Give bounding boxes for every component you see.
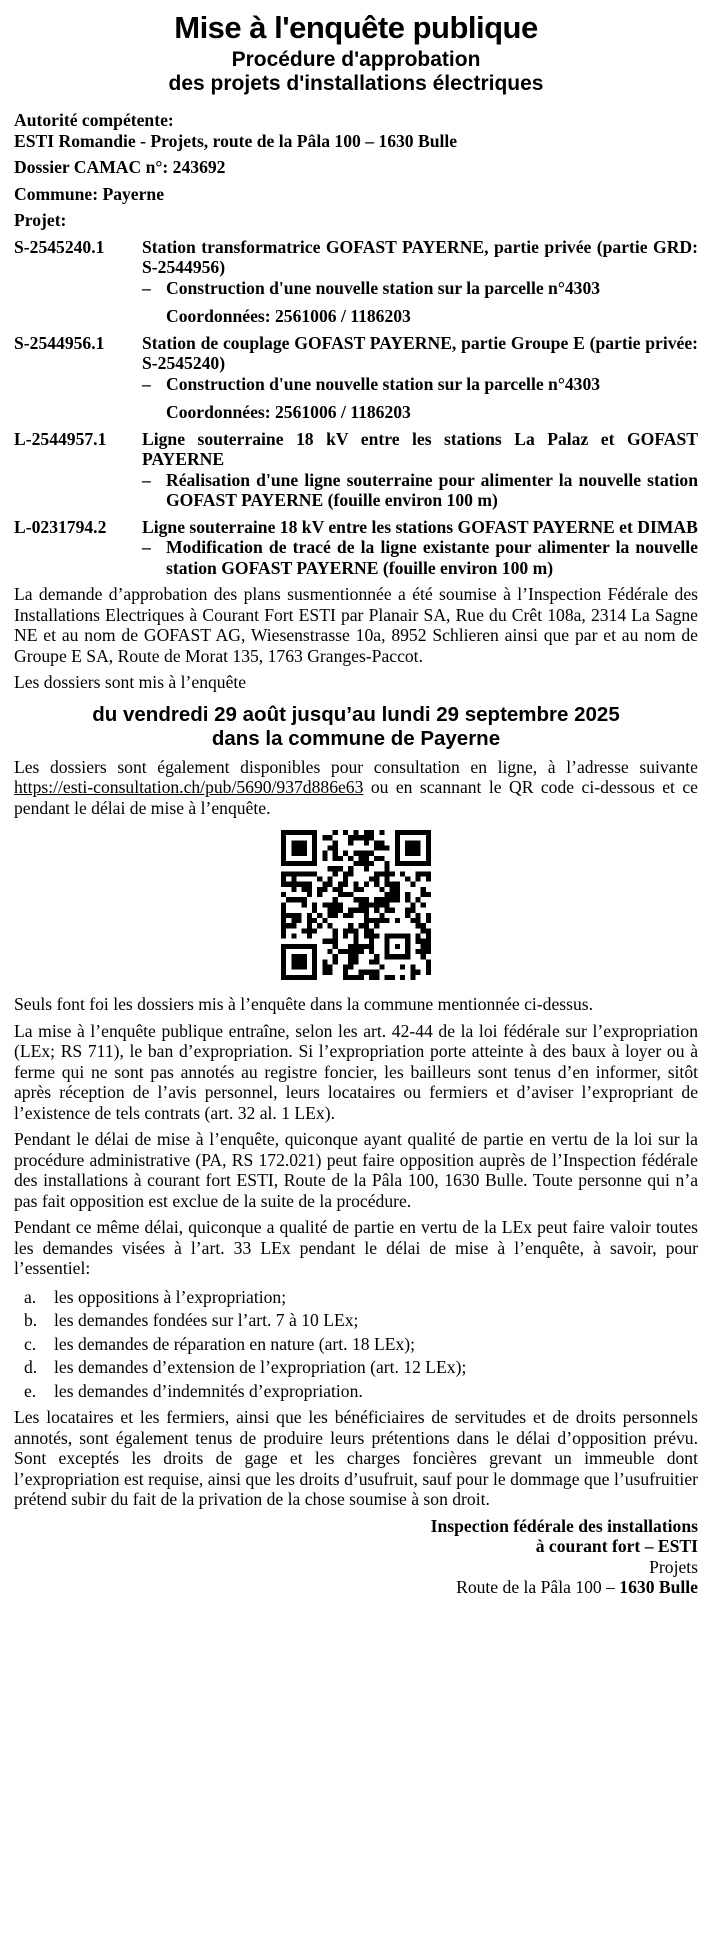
project-description: Réalisation d'une ligne souterraine pour alimenter la nouvelle station GOFAST PAYERNE (fouille environ 100 m) (166, 469, 698, 510)
list-text: les demandes d’extension de l’expropriation (art. 12 LEx); (54, 1357, 467, 1377)
project-code: L-2544957.1 (14, 428, 107, 449)
project-entry (14, 429, 698, 511)
project-coordinates: Coordonnées: 2561006 / 1186203 (166, 402, 411, 422)
paragraph-lex: Pendant ce même délai, quiconque a qualité de partie en vertu de la LEx peut faire valoir toutes les demandes visées à l’art. 33 LEx pendant le délai de mise à l’enquête, à savoir, pour l’essentiel: (14, 1217, 698, 1278)
paragraph-opposition: Pendant le délai de mise à l’enquête, quiconque ayant qualité de partie en vertu de la loi sur la procédure administrative (PA, RS 172.021) peut faire opposition auprès de l’Inspection fédérale des installations à courant fort ESTI, Route de la Pâla 100, 1630 Bulle. Toute personne qui n’a pas fait opposition est exclue de la suite de la procédure. (14, 1129, 698, 1211)
meta-block (14, 110, 698, 231)
online-text-before: Les dossiers sont également disponibles pour consultation en ligne, à l’adresse suivante (14, 756, 698, 777)
list-item (14, 1381, 698, 1402)
list-item (14, 1310, 698, 1331)
list-letter: b. (24, 1310, 38, 1330)
project-description: Construction d'une nouvelle station sur la parcelle n°4303 (166, 277, 601, 298)
period-commune: dans la commune de Payerne (211, 726, 501, 750)
signature-org: Inspection fédérale des installations (430, 1515, 698, 1536)
project-entry (14, 237, 698, 327)
projet-label: Projet: (14, 210, 67, 230)
enquete-period (14, 703, 698, 751)
list-item (14, 1334, 698, 1355)
paragraph-locataires: Les locataires et les fermiers, ainsi que les bénéficiaires de servitudes et de droits personnels annotés, sont également tenus de produire leurs prétentions dans le délai d’opposition prévu. Sont exceptés les droits de gage et les charges foncières grevant un immeuble dont l’expropriation est requise, ainsi que les droits d’usufruit, sauf pour le dommage que l’usufruitier prétend subir du fait de la privation de la chose soumise à son droit. (14, 1407, 698, 1509)
list-text: les demandes d’indemnités d’expropriation. (54, 1380, 363, 1401)
notice-page (14, 10, 698, 1598)
project-title: Ligne souterraine 18 kV entre les stations GOFAST PAYERNE et DIMAB (142, 516, 698, 537)
list-letter: c. (24, 1333, 37, 1354)
signature-dept: Projets (649, 1556, 698, 1577)
paragraph-demande: La demande d’approbation des plans susmentionnée a été soumise à l’Inspection Fédérale des Installations Electriques à Courant Fort ESTI par Planair SA, Rue du Crêt 108a, 2314 La Sagne NE et au nom de GOFAST AG, Wiesenstrasse 10a, 8952 Schlieren ainsi que par et au nom de Groupe E SA, Route de Morat 135, 1763 Granges-Paccot. (14, 584, 698, 666)
list-item (14, 1287, 698, 1308)
demands-list (14, 1287, 698, 1402)
subtitle-line-1: Procédure d'approbation (231, 48, 481, 71)
project-entry (14, 333, 698, 423)
page-title: Mise à l'enquête publique (174, 10, 538, 45)
paragraph-ban: La mise à l’enquête publique entraîne, selon les art. 42-44 de la loi fédérale sur l’expropriation (LEx; RS 711), le ban d’expropriation. Si l’expropriation porte atteinte à des baux à loyer ou à ferme qui ne sont pas annotés au registre foncier, les bailleurs sont tenus d’en informer, sitôt après réception de l’avis personnel, leurs locataires ou fermiers et d’aviser l’expropriant de l’existence de tels contrats (art. 32 al. 1 LEx). (14, 1020, 698, 1123)
qr-code-icon[interactable] (281, 830, 431, 980)
list-text: les oppositions à l’expropriation; (54, 1286, 287, 1307)
paragraph-foi: Seuls font foi les dossiers mis à l’enquête dans la commune mentionnée ci-dessus. (14, 994, 594, 1014)
period-dates: du vendredi 29 août jusqu’au lundi 29 septembre 2025 (92, 702, 620, 726)
dash-marker: – (142, 469, 151, 490)
paragraph-dossiers: Les dossiers sont mis à l’enquête (14, 672, 247, 692)
address-street: Route de la Pâla 100 – (456, 1577, 620, 1597)
authority-value: ESTI Romandie - Projets, route de la Pâla 100 – 1630 Bulle (14, 130, 458, 151)
project-description: Construction d'une nouvelle station sur la parcelle n°4303 (166, 373, 601, 394)
project-code: L-0231794.2 (14, 516, 107, 537)
signature-org-2: à courant fort – ESTI (535, 1536, 698, 1556)
list-item (14, 1357, 698, 1378)
dossier-number: Dossier CAMAC n°: 243692 (14, 157, 226, 177)
dash-marker: – (142, 277, 151, 298)
project-title: Station de couplage GOFAST PAYERNE, partie Groupe E (partie privée: S-2545240) (142, 332, 698, 373)
commune: Commune: Payerne (14, 183, 165, 204)
project-description: Modification de tracé de la ligne existante pour alimenter la nouvelle station GOFAST PAYERNE (fouille environ 100 m) (166, 537, 698, 578)
online-text-after: ou en scannant le QR code ci-dessous et ce pendant le délai de mise à l’enquête. (14, 777, 698, 818)
authority-label: Autorité compétente: (14, 110, 174, 130)
list-letter: a. (24, 1286, 37, 1307)
paragraph-online (14, 757, 698, 819)
project-code: S-2545240.1 (14, 236, 105, 257)
list-text: les demandes de réparation en nature (art. 18 LEx); (54, 1333, 416, 1354)
project-title: Ligne souterraine 18 kV entre les stations La Palaz et GOFAST PAYERNE (142, 428, 698, 469)
dash-marker: – (142, 537, 151, 557)
project-code: S-2544956.1 (14, 332, 105, 353)
list-letter: d. (24, 1357, 38, 1377)
signature-block (14, 1516, 698, 1598)
subtitle-line-2: des projets d'installations électriques (168, 72, 544, 95)
address-city: 1630 Bulle (619, 1577, 698, 1597)
project-coordinates: Coordonnées: 2561006 / 1186203 (166, 306, 411, 326)
project-entry (14, 517, 698, 579)
list-text: les demandes fondées sur l’art. 7 à 10 LEx; (54, 1310, 359, 1330)
consultation-link[interactable]: https://esti-consultation.ch/pub/5690/937d886e63 (14, 777, 364, 797)
dash-marker: – (142, 373, 151, 394)
signature-address (14, 1577, 698, 1598)
list-letter: e. (24, 1380, 37, 1401)
project-title: Station transformatrice GOFAST PAYERNE, partie privée (partie GRD: S-2544956) (142, 236, 698, 277)
